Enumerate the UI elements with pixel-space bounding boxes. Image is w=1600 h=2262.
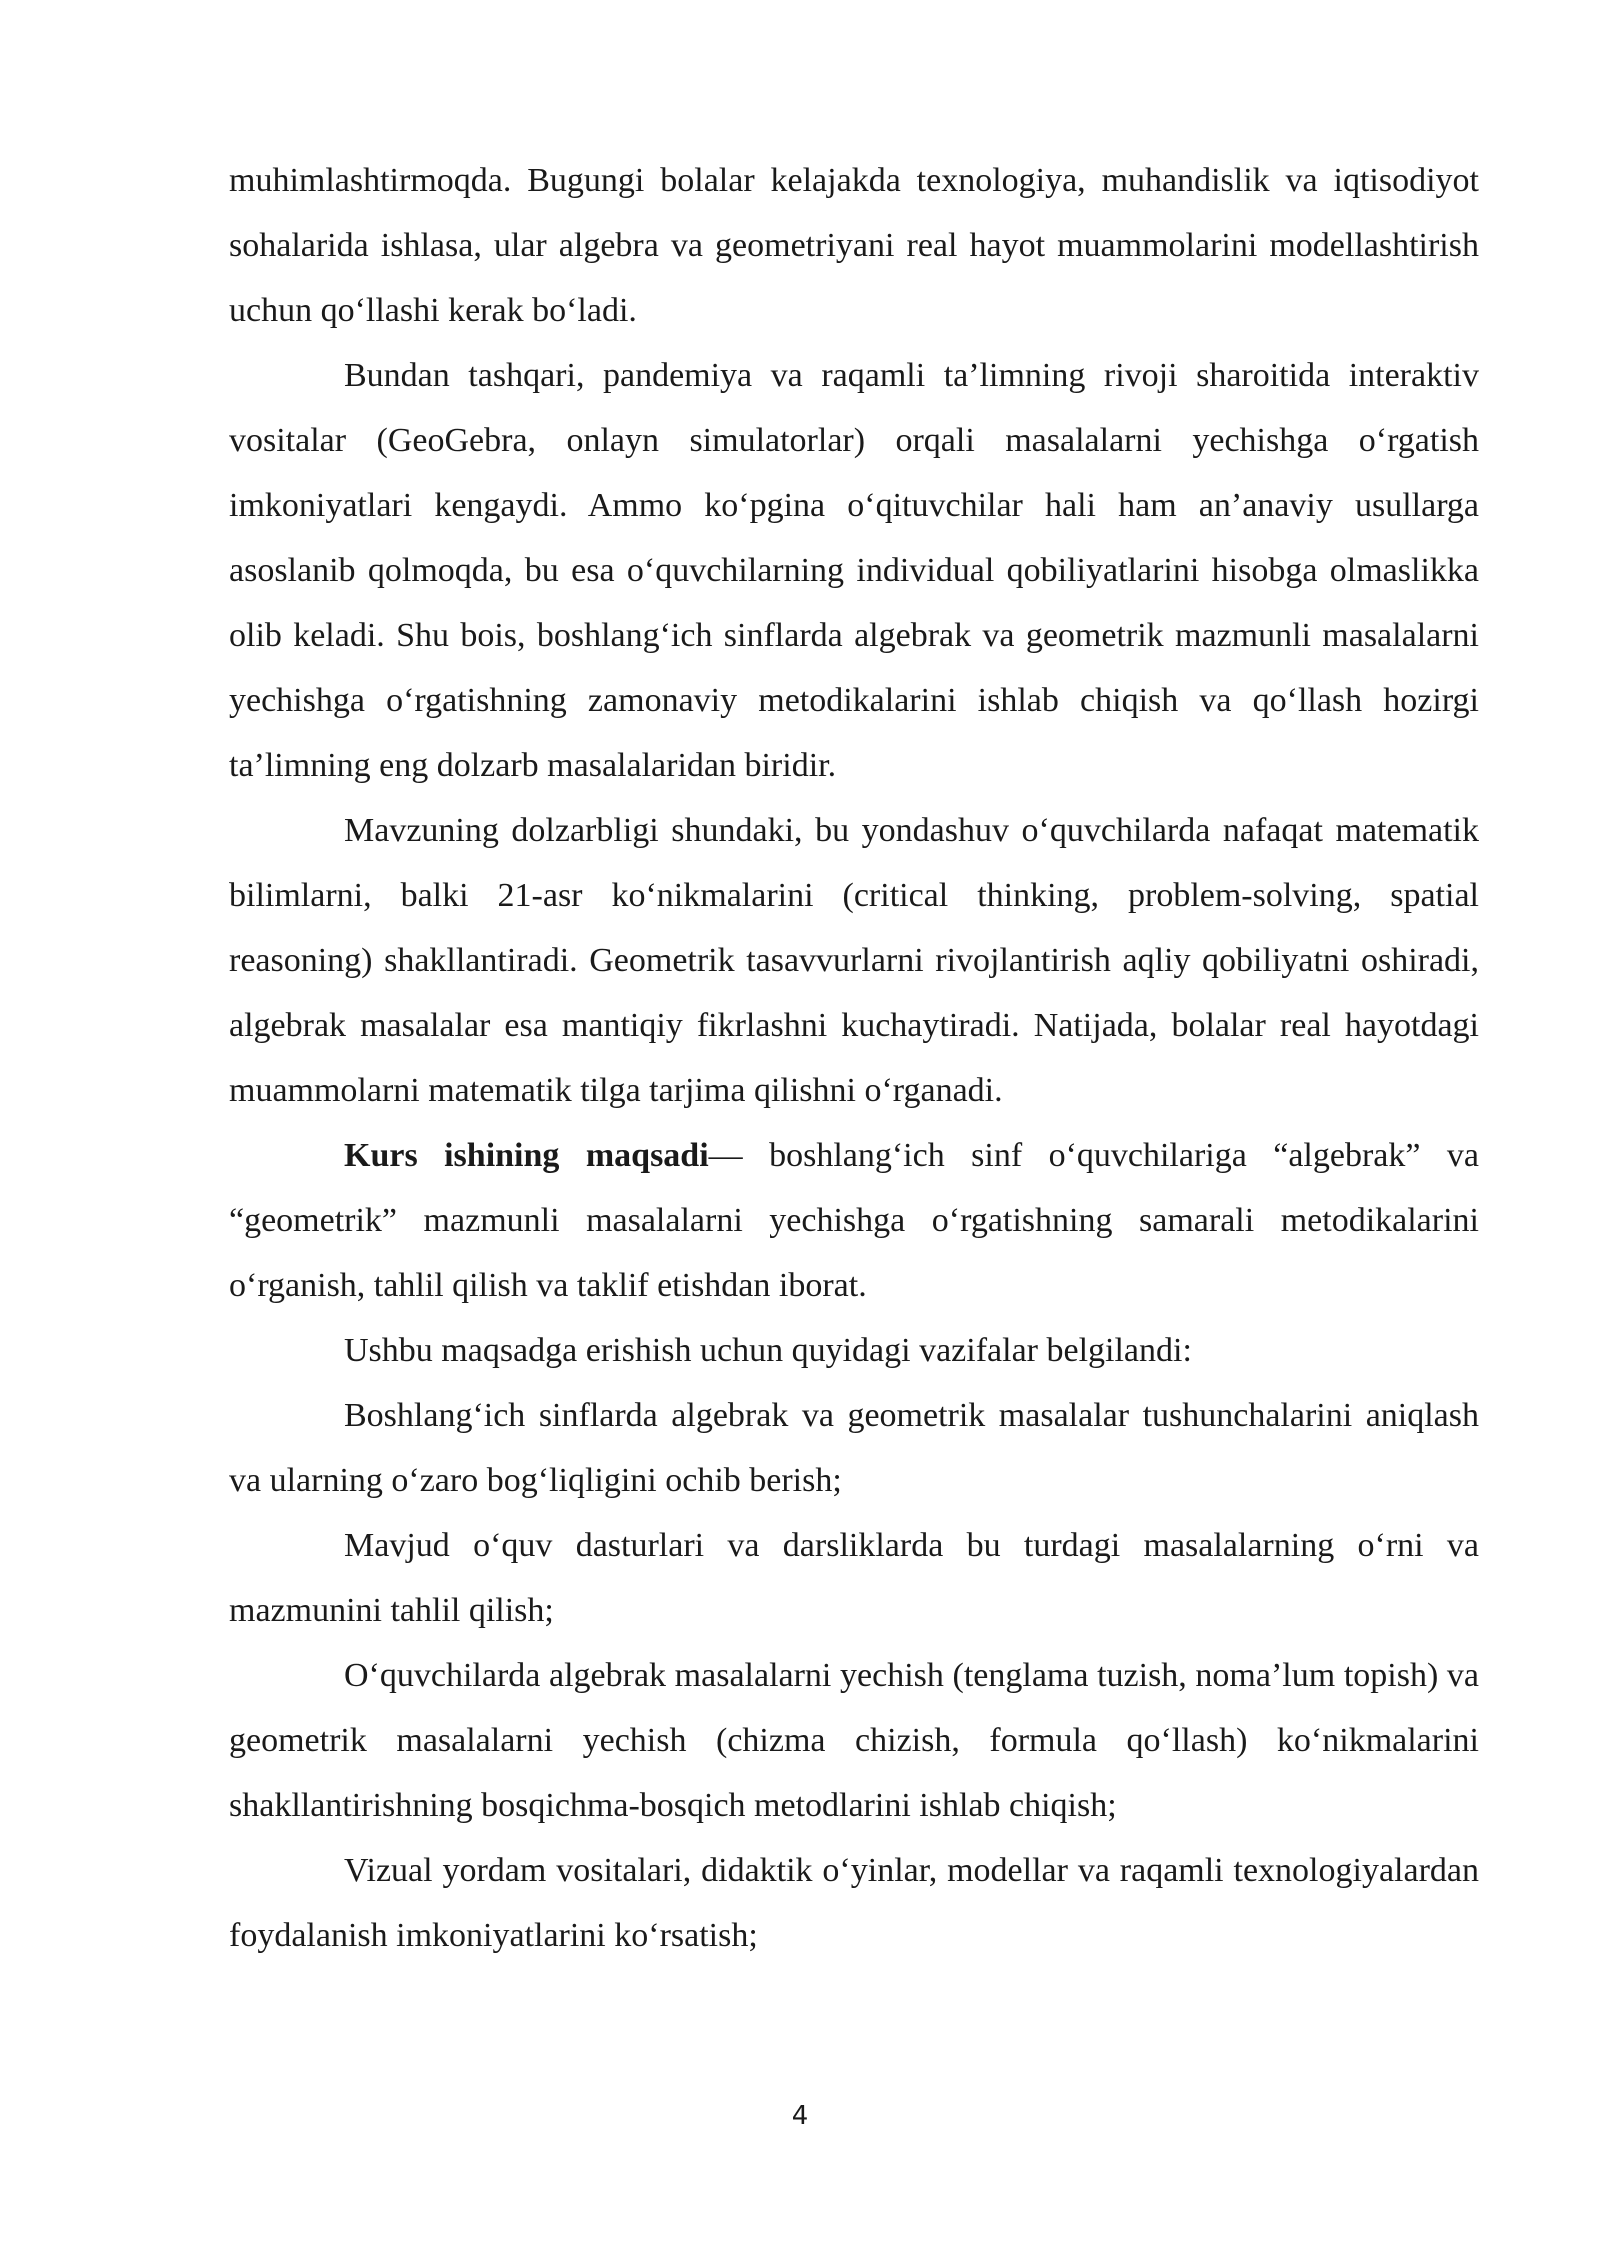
paragraph-tasks-intro: Ushbu maqsadga erishish uchun quyidagi vazifalar belgilandi: [344, 1332, 1192, 1369]
task-item-2: Mavjud o‘quv dasturlari va darsliklarda bu turdagi masalalarning o‘rni va mazmunini tahlil qilish; [229, 1527, 1479, 1629]
goal-text: — boshlang‘ich sinf o‘quvchilariga “algebrak” va “geometrik” mazmunli masalalarni yechishga o‘rgatishning samarali metodikalarini o‘rganish, tahlil qilish va taklif etishdan iborat. [229, 1137, 1479, 1304]
paragraph-relevance: Mavzuning dolzarbligi shundaki, bu yondashuv o‘quvchilarda nafaqat matematik bilimlarni, balki 21-asr ko‘nikmalarini (critical thinking, problem-solving, spatial reasoning) shakllantiradi. Geometrik tasavvurlarni rivojlantirish aqliy qobiliyatni oshiradi, algebrak masalalar esa mantiqiy fikrlashni kuchaytiradi. Natijada, bolalar real hayotdagi muammolarni matematik tilga tarjima qilishni o‘rganadi. [229, 812, 1479, 1109]
goal-heading: Kurs ishining maqsadi [344, 1137, 709, 1174]
task-item-3: O‘quvchilarda algebrak masalalarni yechish (tenglama tuzish, noma’lum topish) va geometrik masalalarni yechish (chizma chizish, formula qo‘llash) ko‘nikmalarini shakllantirishning bosqichma-bosqich metodlarini ishlab chiqish; [229, 1657, 1479, 1824]
paragraph-goal [229, 1123, 1479, 1318]
page-body [229, 148, 1479, 1968]
task-item-1: Boshlang‘ich sinflarda algebrak va geometrik masalalar tushunchalarini aniqlash va ularning o‘zaro bog‘liqligini ochib berish; [229, 1397, 1479, 1499]
task-item-4: Vizual yordam vositalari, didaktik o‘yinlar, modellar va raqamli texnologiyalardan foydalanish imkoniyatlarini ko‘rsatish; [229, 1852, 1479, 1954]
page-number: 4 [791, 2101, 809, 2131]
paragraph-digital-tools: Bundan tashqari, pandemiya va raqamli ta’limning rivoji sharoitida interaktiv vositalar (GeoGebra, onlayn simulatorlar) orqali masalalarni yechishga o‘rgatish imkoniyatlari kengaydi. Ammo ko‘pgina o‘qituvchilar hali ham an’anaviy usullarga asoslanib qolmoqda, bu esa o‘quvchilarning individual qobiliyatlarini hisobga olmaslikka olib keladi. Shu bois, boshlang‘ich sinflarda algebrak va geometrik mazmunli masalalarni yechishga o‘rgatishning zamonaviy metodikalarini ishlab chiqish va qo‘llash hozirgi ta’limning eng dolzarb masalalaridan biridir. [229, 357, 1479, 784]
paragraph-continuation: muhimlashtirmoqda. Bugungi bolalar kelajakda texnologiya, muhandislik va iqtisodiyot sohalarida ishlasa, ular algebra va geometriyani real hayot muammolarini modellashtirish uchun qo‘llashi kerak bo‘ladi. [229, 162, 1479, 329]
